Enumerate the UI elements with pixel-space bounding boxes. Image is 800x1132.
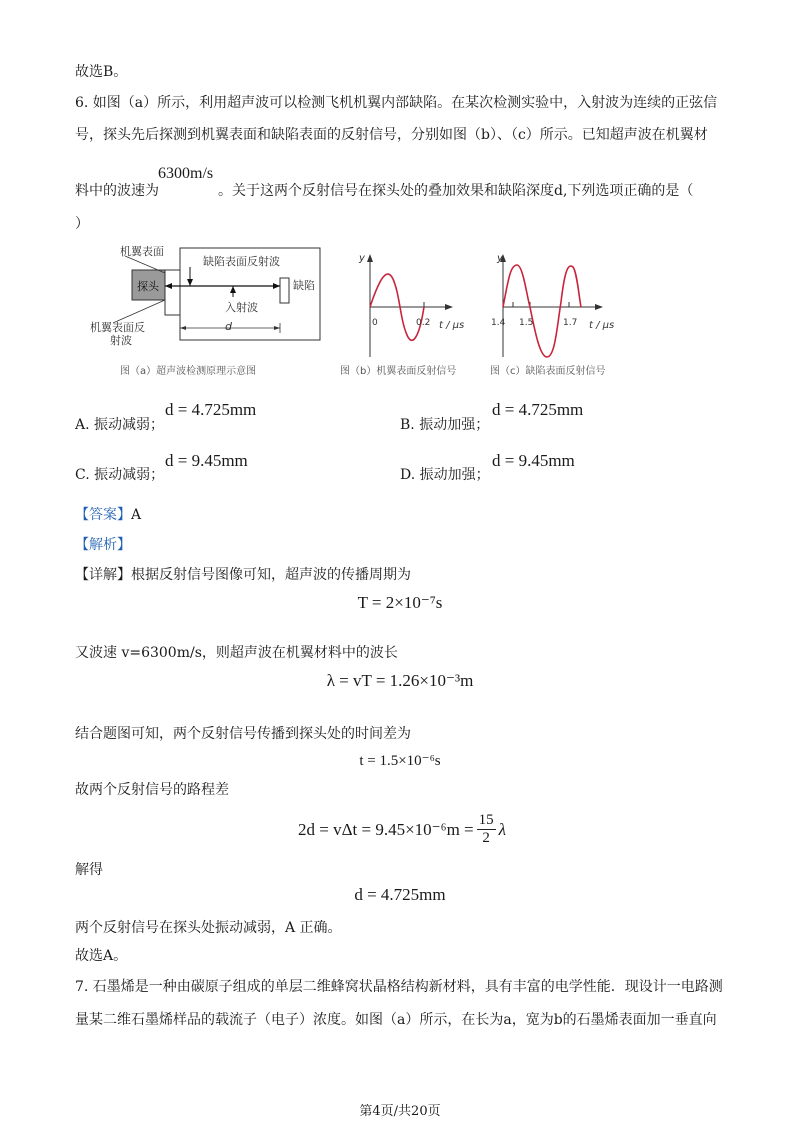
wing-surface-reflect-label-2: 射波 — [110, 334, 132, 347]
question7-line2: 量某二维石墨烯样品的载流子（电子）浓度。如图（a）所示，在长为a，宽为b的石墨烯表面加一垂直向 — [75, 1012, 717, 1028]
defect-surface-reflect-label: 缺陷表面反射波 — [203, 255, 280, 268]
equation-period: T = 2×10⁻⁷s — [357, 593, 443, 612]
question6-line2: 号，探头先后探测到机翼表面和缺陷表面的反射信号，分别如图（b）、（c）所示。已知超声波在机翼材 — [75, 127, 708, 143]
option-d-math: d = 9.45mm — [492, 451, 575, 470]
option-a-math: d = 4.725mm — [165, 400, 257, 419]
page-footer: 第4页/共20页 — [359, 1104, 441, 1119]
answer-value: A — [131, 507, 142, 523]
eq4-left: 2d = vΔt = 9.45×10⁻⁶m = — [298, 819, 474, 839]
question6-line4: ） — [75, 216, 89, 232]
wing-surface-reflect-label-1: 机翼表面反 — [90, 321, 145, 334]
analysis-tag: 【解析】 — [75, 537, 131, 553]
question6-line1: 6. 如图（a）所示，利用超声波可以检测飞机机翼内部缺陷。在某次检测实验中，入射波为连续的正弦信 — [75, 95, 718, 111]
option-b-label: B. 振动加强； — [400, 417, 490, 433]
text-solve: 解得 — [75, 862, 103, 878]
defect-label: 缺陷 — [293, 279, 315, 292]
eq4-numerator: 15 — [478, 812, 494, 828]
figure-c-y-axis-label: y — [497, 253, 503, 264]
equation-depth: d = 4.725mm — [354, 885, 446, 904]
eq4-fraction — [477, 812, 496, 847]
wing-surface-label: 机翼表面 — [120, 245, 164, 258]
figure-c-tick-0: 1.4 — [491, 318, 506, 328]
defect-marker — [280, 278, 289, 303]
depth-d-label: d — [225, 320, 232, 333]
figure-b-tick-1: 0.2 — [416, 318, 431, 328]
option-c-math: d = 9.45mm — [165, 451, 248, 470]
question6-line3a: 料中的波速为 — [75, 183, 159, 199]
question7-line1: 7. 石墨烯是一种由碳原子组成的单层二维蜂窝状晶格结构新材料，具有丰富的电学性能．现设计一电路测 — [75, 979, 723, 995]
figure-c-tick-2: 1.7 — [563, 318, 578, 328]
option-b-math: d = 4.725mm — [492, 400, 584, 419]
figure-b-t-axis-label: t / μs — [439, 320, 465, 331]
figure-b-chart — [335, 247, 475, 378]
equation-wavelength: λ = vT = 1.26×10⁻³m — [326, 671, 474, 690]
probe-label: 探头 — [137, 280, 159, 293]
equation-path-difference — [298, 812, 506, 847]
detail-text: 根据反射信号图像可知，超声波的传播周期为 — [131, 567, 411, 583]
figure-b-y-axis-label: y — [359, 253, 365, 264]
text-wavelength-intro: 又波速 v=6300m/s，则超声波在机翼材料中的波长 — [75, 645, 398, 661]
defect-reflect-signal-curve — [503, 265, 581, 357]
figure-a-diagram — [85, 243, 330, 378]
text-conclusion: 两个反射信号在探头处振动减弱，A 正确。 — [75, 920, 342, 936]
figure-a-caption: 图（a）超声波检测原理示意图 — [120, 366, 257, 377]
wave-speed: 6300m/s — [158, 165, 214, 182]
text-time-difference-intro: 结合题图可知，两个反射信号传播到探头处的时间差为 — [75, 726, 411, 742]
figure-c-t-axis-label: t / μs — [589, 320, 615, 331]
eq4-right: λ — [498, 819, 507, 839]
previous-answer-line: 故选B。 — [75, 64, 128, 80]
equation-time-difference: t = 1.5×10⁻⁶s — [359, 753, 441, 769]
option-c-label: C. 振动减弱； — [75, 467, 165, 483]
figure-b-caption: 图（b）机翼表面反射信号 — [340, 366, 457, 377]
figure-b-tick-0: 0 — [372, 318, 378, 328]
text-path-difference-intro: 故两个反射信号的路程差 — [75, 782, 229, 798]
option-d-label: D. 振动加强； — [400, 467, 490, 483]
answer-tag: 【答案】 — [75, 507, 131, 523]
incident-wave-label: 入射波 — [225, 301, 258, 314]
text-final-choice: 故选A。 — [75, 948, 128, 964]
eq4-denominator: 2 — [482, 830, 490, 846]
figure-c-caption: 图（c）缺陷表面反射信号 — [490, 366, 606, 377]
question6-line3b: 。关于这两个反射信号在探头处的叠加效果和缺陷深度d,下列选项正确的是（ — [218, 183, 694, 199]
option-a-label: A. 振动减弱； — [75, 417, 165, 433]
detail-tag: 【详解】 — [75, 567, 131, 583]
figure-c-tick-1: 1.5 — [519, 318, 534, 328]
figure-c-chart — [485, 247, 625, 378]
